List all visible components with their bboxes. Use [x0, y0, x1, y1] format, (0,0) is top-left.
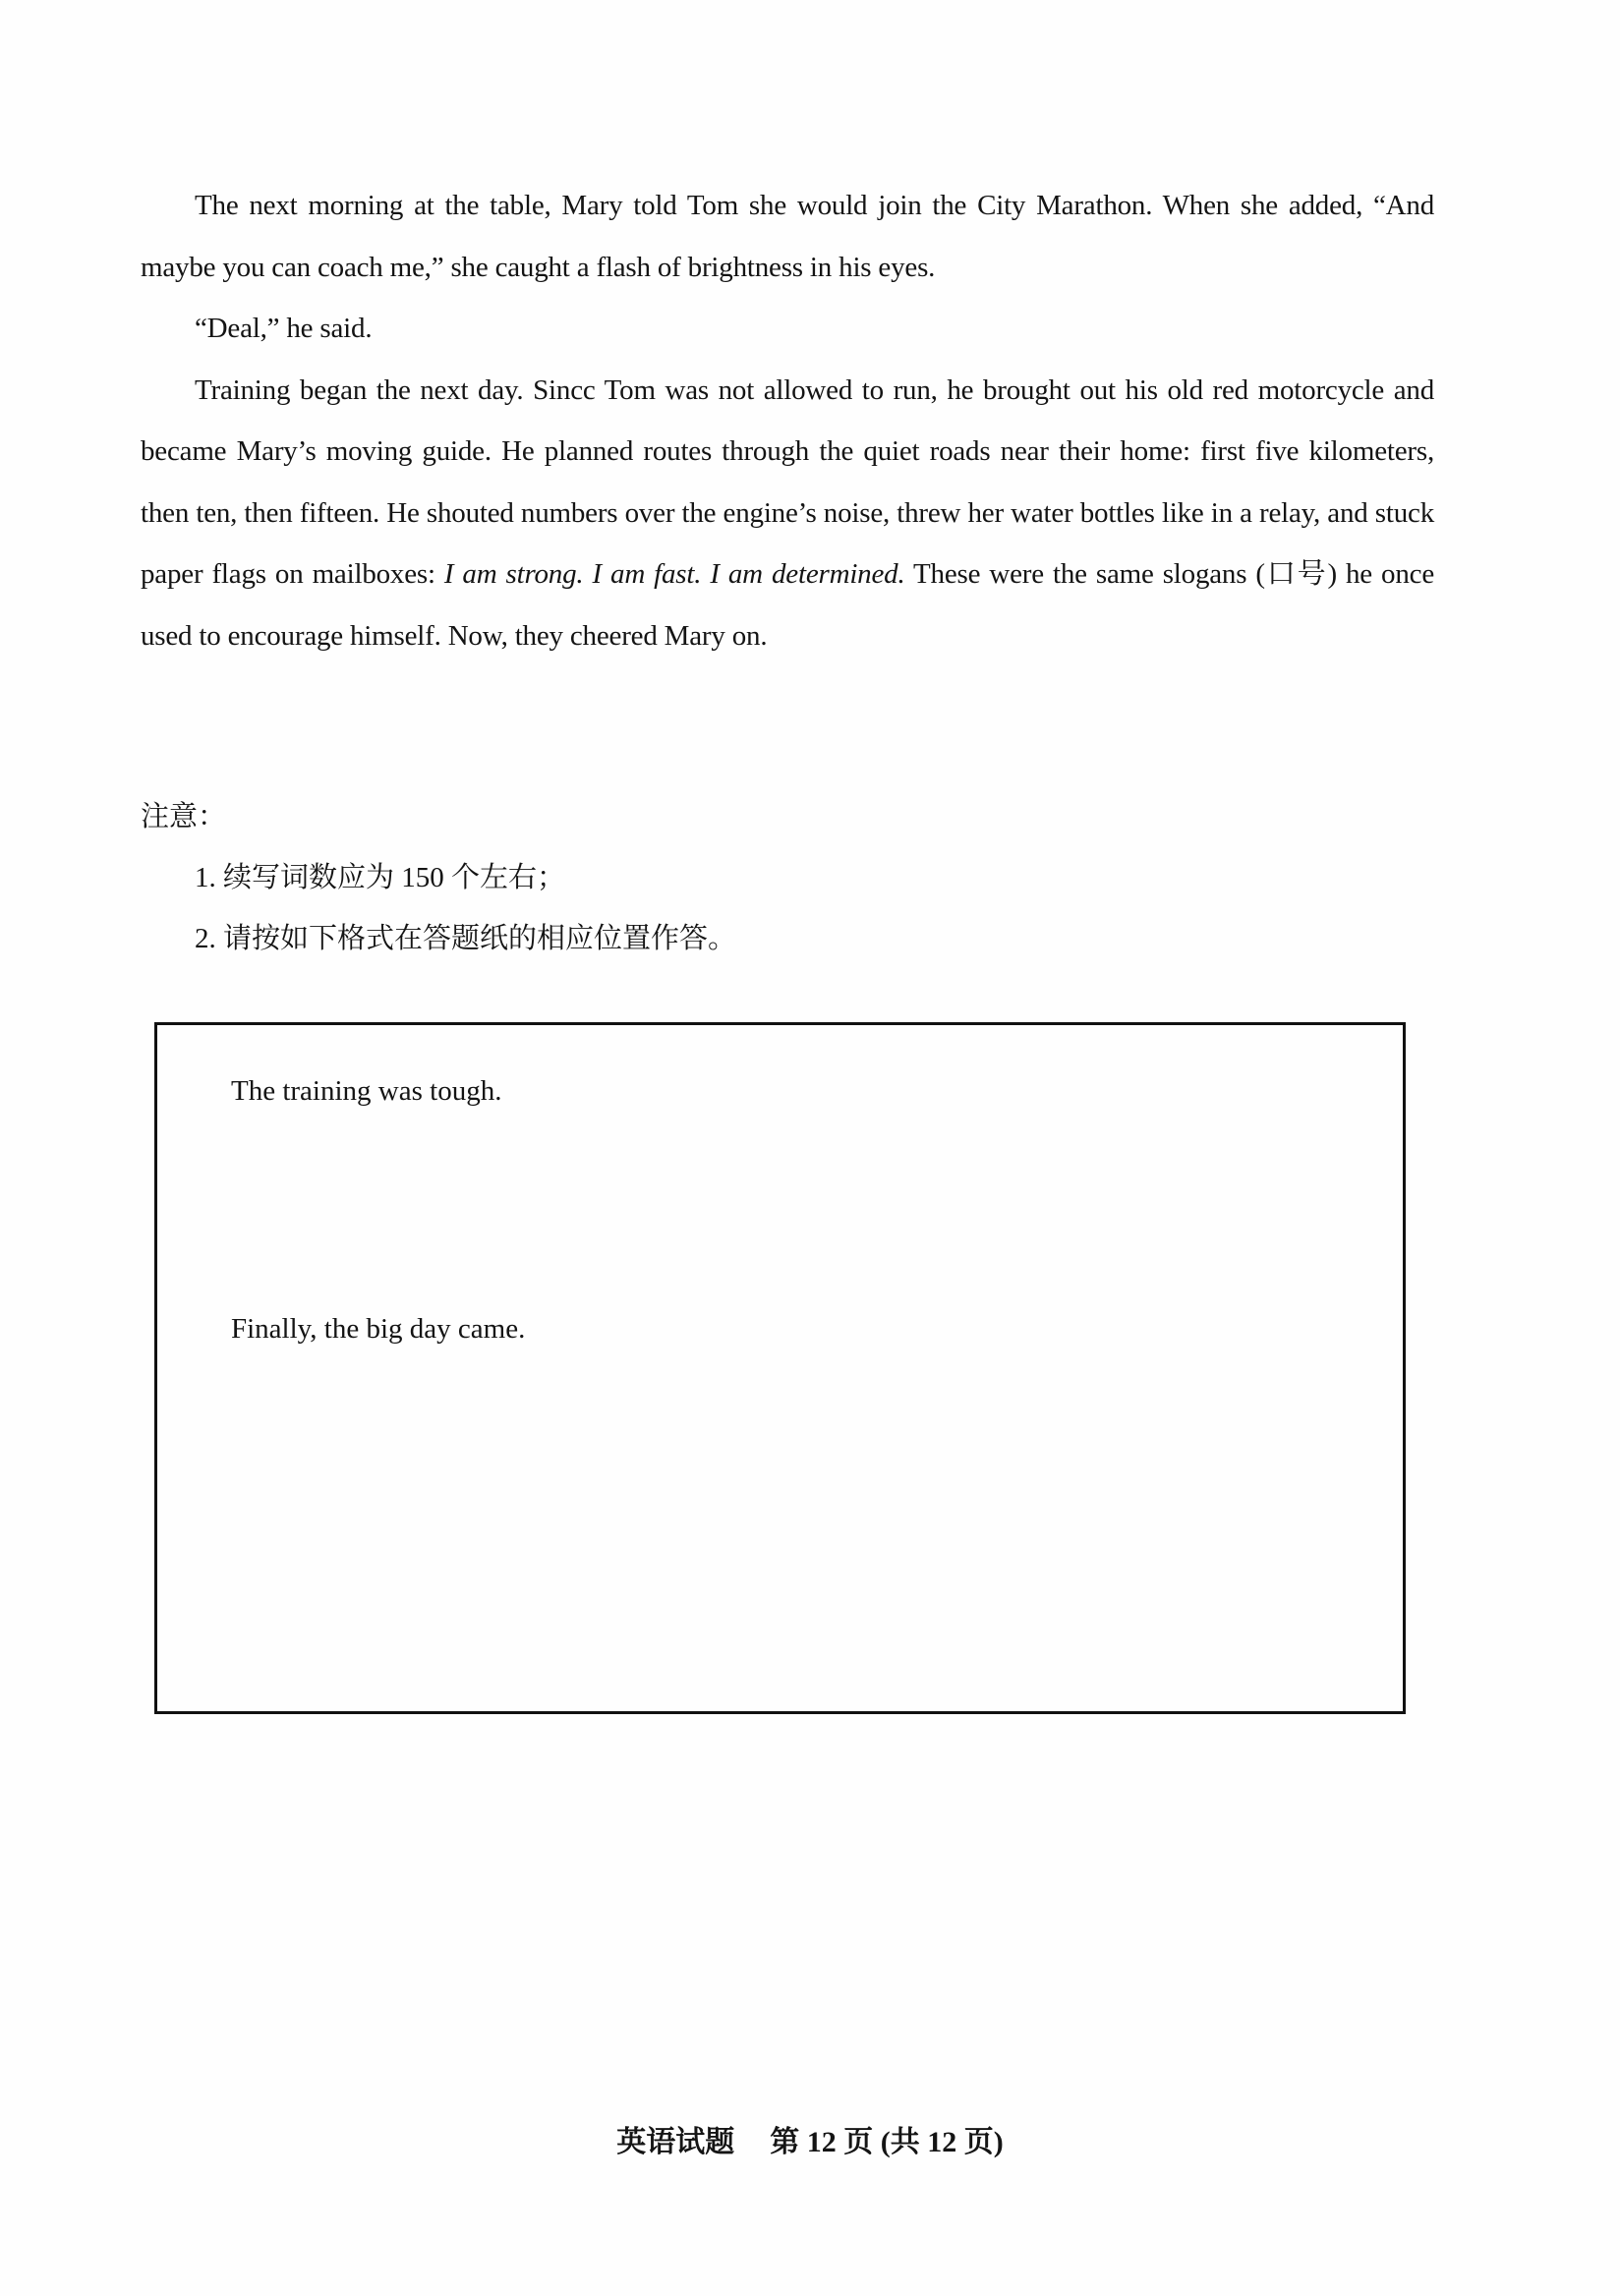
- paragraph-2-opening: Finally, the big day came.: [231, 1313, 526, 1345]
- slogans-italic: I am strong. I am fast. I am determined.: [443, 558, 905, 590]
- passage-text: Training began the next day. Sincc Tom was not allowed to run, he brought out his old red motorcycle and became Mary’s moving guide. He planned routes through the quiet roads near their home: first five kilometers, then ten, then fifteen. He shouted numbers over the engine’s noise, threw her water bottles like in a relay, and stuck paper flags on mailboxes:: [141, 373, 1434, 590]
- page-footer: [0, 2123, 1620, 2162]
- notes-item: 1. 续写词数应为 150 个左右；: [195, 862, 566, 893]
- story-passage: [141, 175, 1434, 666]
- paragraph-1-opening: The training was tough.: [231, 1075, 502, 1107]
- footer-subject: 英语试题: [616, 2126, 735, 2158]
- answer-format-box: [154, 1022, 1406, 1714]
- notes-section: [141, 786, 1124, 969]
- notes-title: 注意：: [141, 801, 227, 832]
- passage-paragraph: “Deal,” he said.: [195, 313, 373, 344]
- passage-paragraph: The next morning at the table, Mary told Tom she would join the City Marathon. When she added, “And maybe you can coach me,” she caught a flash of brightness in his eyes.: [141, 190, 1434, 283]
- notes-item: 2. 请按如下格式在答题纸的相应位置作答。: [195, 923, 737, 954]
- notes-list: [141, 847, 1124, 969]
- footer-page-info: 第 12 页 (共 12 页): [770, 2126, 1004, 2158]
- passage-text: These were the same slogans (口号) he once used to encourage himself. Now, they cheered Mary on.: [141, 558, 1434, 652]
- passage-paragraph: [141, 360, 1434, 667]
